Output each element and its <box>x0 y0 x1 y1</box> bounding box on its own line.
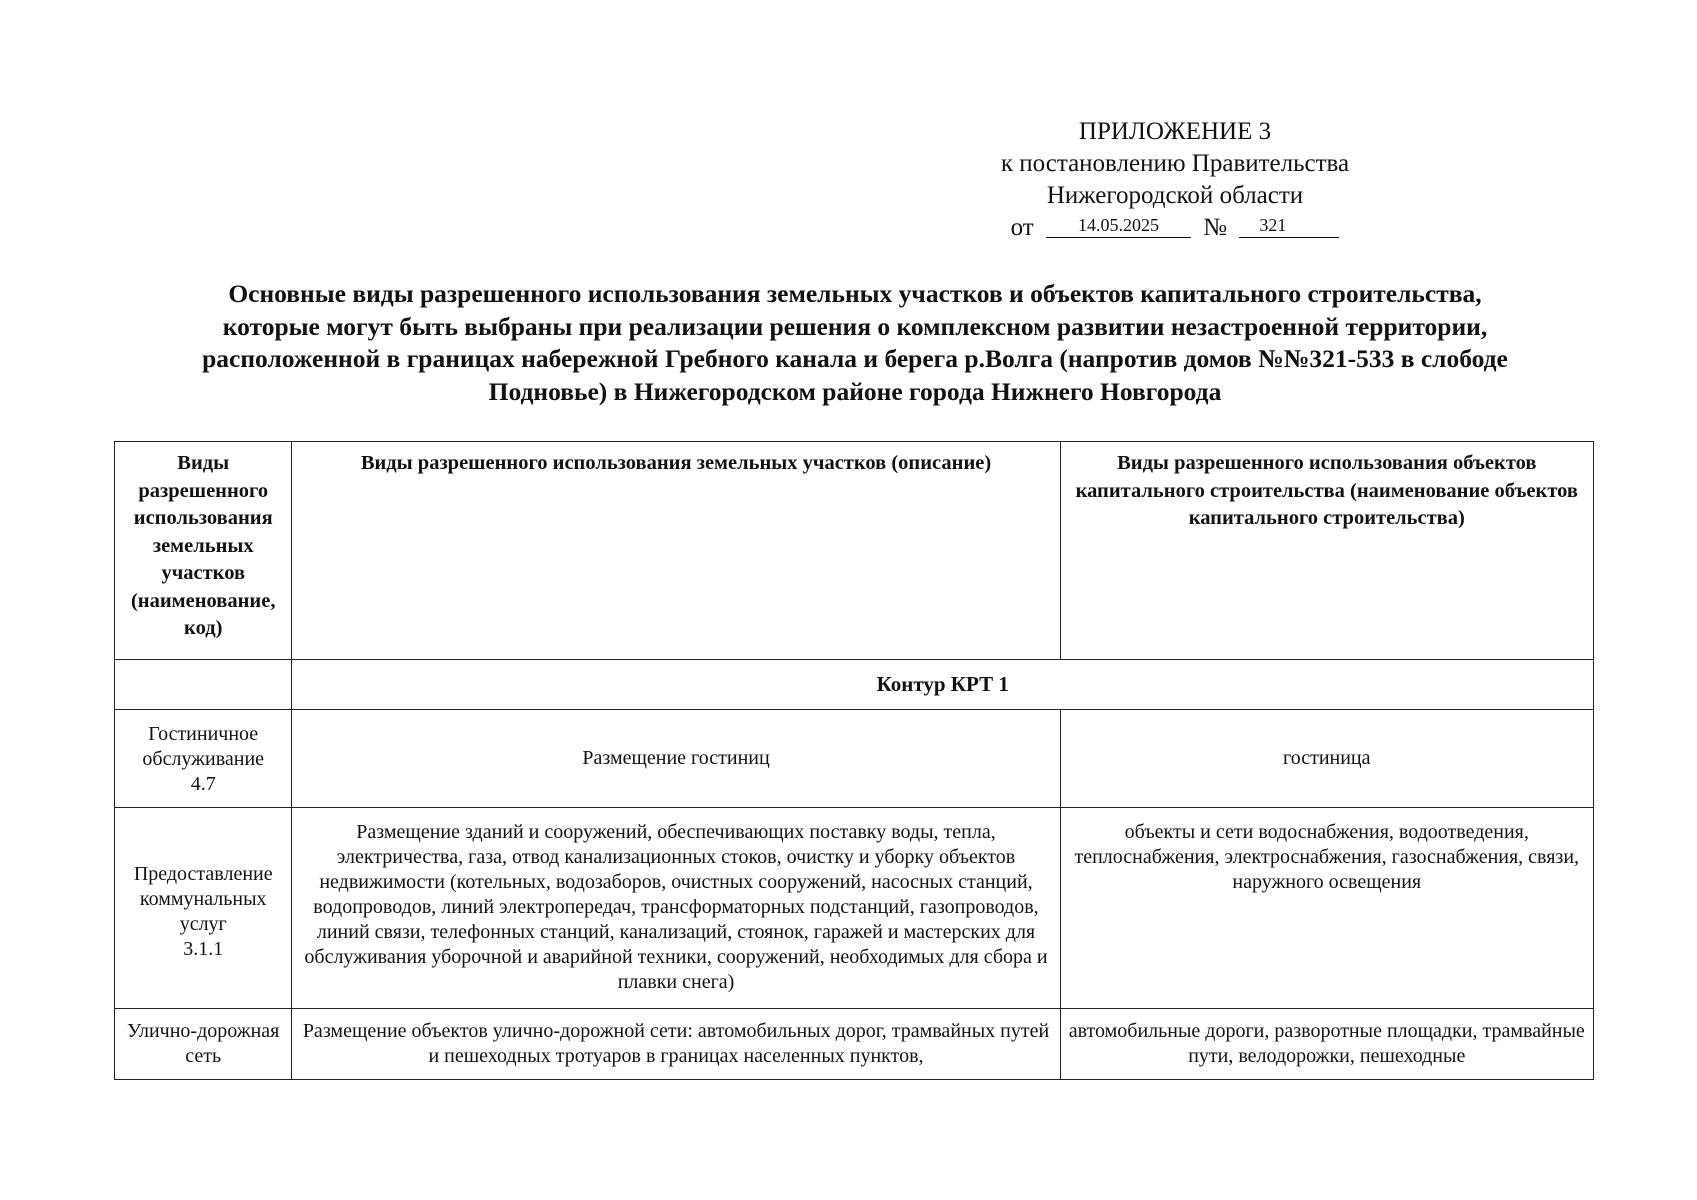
land-use-code: 3.1.1 <box>183 938 224 960</box>
resolution-number: 321 <box>1259 215 1287 235</box>
appendix-line-region: Нижегородской области <box>1046 182 1304 209</box>
land-use-name-cell <box>115 710 292 808</box>
title-line-4: Подновье) в Нижегородском районе города Нижнего Новгорода <box>488 376 1222 406</box>
capital-objects: автомобильные дороги, разворотные площадки, трамвайные пути, велодорожки, пешеходные <box>1060 1009 1593 1080</box>
table-header-row <box>115 442 1594 660</box>
land-use-name: Улично-дорожная сеть <box>127 1020 280 1067</box>
capital-objects: гостиница <box>1060 710 1593 808</box>
land-use-name: Предоставление коммунальных услуг <box>133 863 273 935</box>
title-line-2: которые могут быть выбраны при реализации решения о комплексном развитии незастроенной территории, <box>222 311 1488 341</box>
appendix-title: ПРИЛОЖЕНИЕ 3 <box>1078 118 1272 145</box>
date-prefix: от <box>1010 214 1034 241</box>
land-use-description: Размещение гостиниц <box>292 710 1060 808</box>
header-land-use-name: Виды разрешенного использования земельных участков (наименование, код) <box>115 442 292 660</box>
title-line-1: Основные виды разрешенного использования земельных участков и объектов капитального строительства, <box>228 279 1482 308</box>
appendix-signature-line <box>955 212 1395 244</box>
header-capital-objects: Виды разрешенного использования объектов капитального строительства (наименование объектов капитального строительства) <box>1060 442 1593 660</box>
land-use-name: Гостиничное обслуживание <box>142 723 265 770</box>
table-row <box>115 710 1594 808</box>
land-use-code: 4.7 <box>190 773 216 795</box>
header-land-use-description: Виды разрешенного использования земельных участков (описание) <box>292 442 1060 660</box>
resolution-date: 14.05.2025 <box>1046 213 1191 238</box>
land-use-name-cell <box>115 1009 292 1080</box>
title-line-3: расположенной в границах набережной Гребного канала и берега р.Волга (напротив домов №№321-533 в слободе <box>202 344 1508 373</box>
land-use-description: Размещение объектов улично-дорожной сети: автомобильных дорог, трамвайных путей и пешеходных тротуаров в границах населенных пунктов, <box>292 1009 1060 1080</box>
section-row <box>115 660 1594 710</box>
land-use-table <box>114 441 1594 1080</box>
table-row <box>115 1009 1594 1080</box>
section-empty-cell <box>115 660 292 710</box>
section-title: Контур КРТ 1 <box>292 660 1594 710</box>
table-row <box>115 808 1594 1009</box>
appendix-line-resolution: к постановлению Правительства <box>1000 150 1350 177</box>
land-use-description: Размещение зданий и сооружений, обеспечивающих поставку воды, тепла, электричества, газа, отвод канализационных стоков, очистку и уборку объектов недвижимости (котельных, водозаборов, очистных сооружений, насосных станций, водопроводов, линий электропередач, трансформаторных подстанций, газопроводов, линий связи, телефонных станций, канализаций, стоянок, гаражей и мастерских для обслуживания уборочной и аварийной техники, сооружений, необходимых для сбора и плавки снега) <box>292 808 1060 1009</box>
resolution-number-field <box>1239 213 1339 238</box>
number-label: № <box>1203 214 1228 241</box>
appendix-header <box>955 116 1395 244</box>
document-title <box>105 278 1605 408</box>
capital-objects: объекты и сети водоснабжения, водоотведения, теплоснабжения, электроснабжения, газоснабжения, связи, наружного освещения <box>1060 808 1593 1009</box>
land-use-name-cell <box>115 808 292 1009</box>
